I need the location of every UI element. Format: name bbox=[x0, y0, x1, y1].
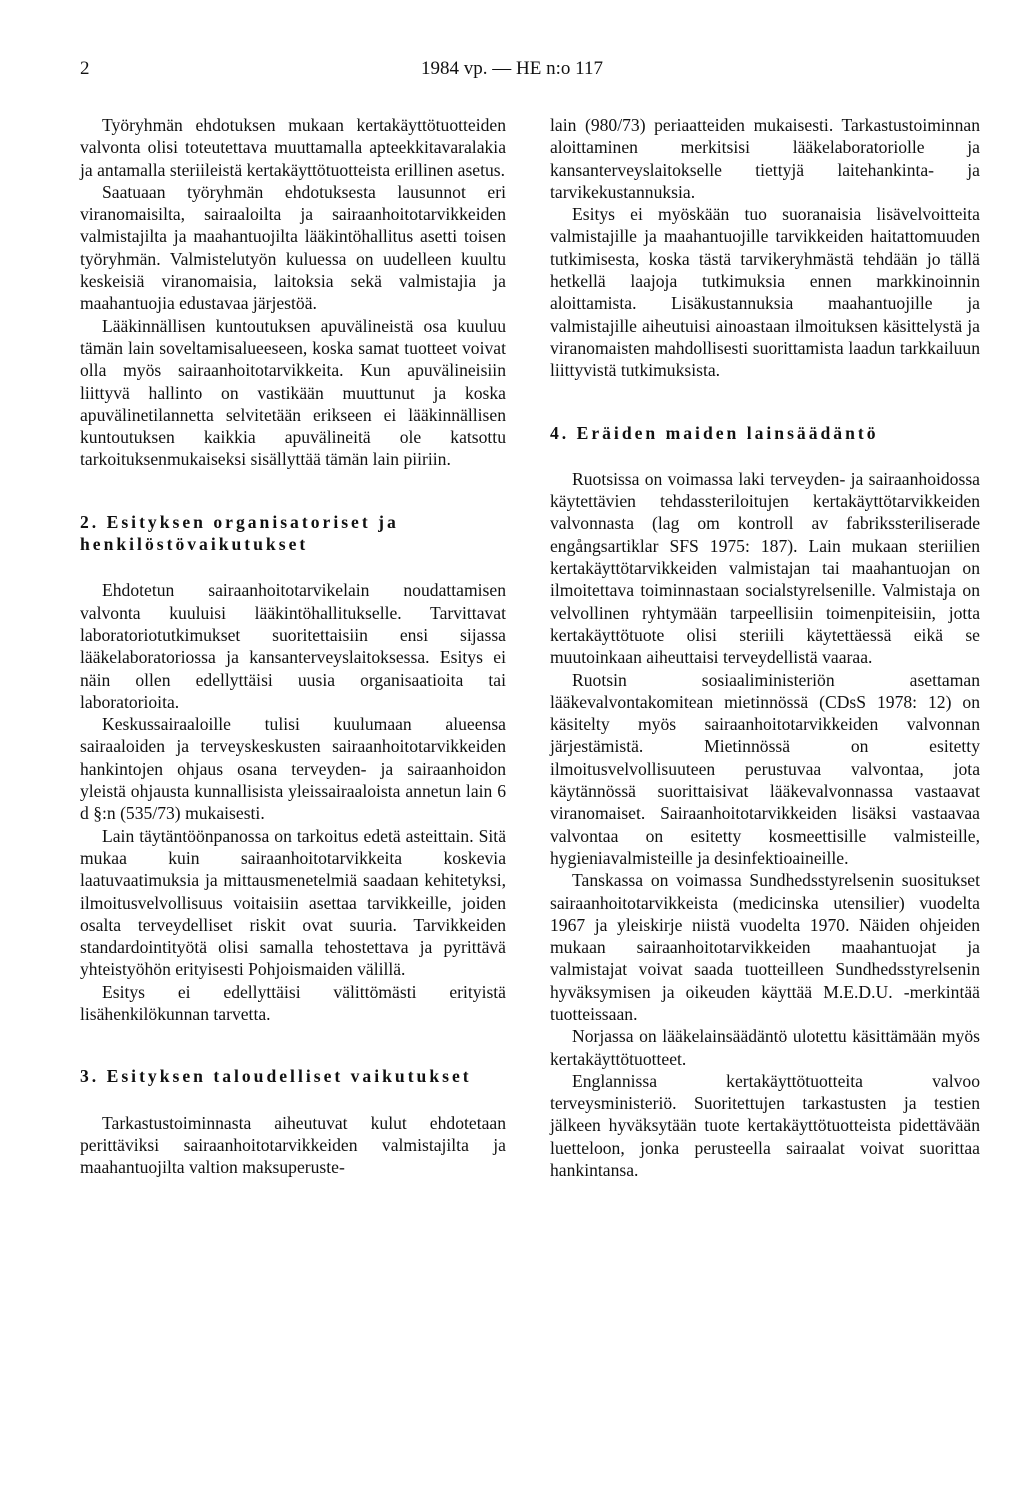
running-header: 1984 vp. — HE n:o 117 bbox=[421, 58, 603, 79]
paragraph: Lain täytäntöönpanossa on tarkoitus edetä asteittain. Sitä mukaa kuin sairaanhoitotarvikkeita koskevia laatuvaatimuksia ja mittausmenetelmiä saadaan kehitetyksi, ilmoitusvelvollisuus voitaisiin asettaa tarvikkeille, joiden osalta terveydelliset riskit ovat suuria. Tarvikkeiden standardointityötä olisi samalla tehostettava ja pyrittävä yhteistyöhön erityisesti Pohjoismaiden välillä. bbox=[80, 825, 506, 980]
paragraph: Keskussairaaloille tulisi kuulumaan alueensa sairaaloiden ja terveyskeskusten sairaanhoitotarvikkeiden hankintojen ohjaus osana terveyden- ja sairaanhoidon yleistä ohjausta kunnallisista yleissairaaloista annetun lain 6 d §:n (535/73) mukaisesti. bbox=[80, 714, 506, 824]
paragraph: Ehdotetun sairaanhoitotarvikelain noudattamisen valvonta kuuluisi lääkintöhallitukselle. Tarvittavat laboratoriotutkimukset suoritettaisiin ensi sijassa lääkelaboratoriossa ja kansanterveyslaitoksessa. Esitys ei näin ollen edellyttäisi uusia organisaatioita tai laboratorioita. bbox=[80, 580, 506, 712]
paragraph: Lääkinnällisen kuntoutuksen apuvälineistä osa kuuluu tämän lain soveltamisalueeseen, koska samat tuotteet voivat olla myös sairaanhoitotarvikkeita. Kun apuvälineisiin liittyvä hallinto on vastikään muuttunut ja koska apuvälinetilannetta selvitetään erikseen ei lääkinnällisen kuntoutuksen kaikkia apuvälineitä ole katsottu tarkoituksenmukaiseksi sisällyttää tämän lain piiriin. bbox=[80, 315, 506, 470]
page-number: 2 bbox=[80, 58, 90, 79]
paragraph: Tarkastustoiminnasta aiheutuvat kulut ehdotetaan perittäviksi sairaanhoitotarvikkeiden valmistajilta ja maahantuojilta valtion maksuperuste- bbox=[80, 1112, 506, 1178]
section-3-heading: 3. Esityksen taloudelliset vaikutukset bbox=[80, 1066, 472, 1087]
section-4-heading: 4. Eräiden maiden lainsäädäntö bbox=[550, 422, 879, 443]
paragraph: Ruotsissa on voimassa laki terveyden- ja sairaanhoidossa käytettävien tehdassteriloitujen kertakäyttötarvikkeiden valvonnasta (lag om kontroll av fabrikssteriliserade engångsartiklar SFS 1975: 187). Lain mukaan steriilien kertakäyttötarvikkeiden valmistajan tai maahantuojan on ilmoitettava toiminnastaan socialstyrelsenille. Valmistaja on velvollinen ryhtymään tarpeellisiin toimenpiteisiin, jotta kertakäyttötuote olisi steriili käytettäessä eikä se muutoinkaan aiheuttaisi terveydellistä vaaraa. bbox=[550, 468, 980, 668]
section-2-heading: 2. Esityksen organisatoriset ja henkilöstövaikutukset bbox=[80, 511, 399, 555]
paragraph: Englannissa kertakäyttötuotteita valvoo terveysministeriö. Suoritettujen tarkastusten ja testien jälkeen hyväksytään tuote kertakäyttötuotteista pidettävään luetteloon, jonka perusteella sairaalat voivat suorittaa hankintansa. bbox=[550, 1070, 980, 1181]
paragraph: Norjassa on lääkelainsäädäntö ulotettu käsittämään myös kertakäyttötuotteet. bbox=[550, 1026, 980, 1069]
paragraph: Esitys ei myöskään tuo suoranaisia lisävelvoitteita valmistajille ja maahantuojille tarvikkeiden haitattomuuden tutkimisesta, koska tästä tarvikeryhmästä tehdään jo tällä hetkellä laajoja tutkimuksia ennen markkinoinnin aloittamista. Lisäkustannuksia maahantuojille ja valmistajille aiheutuisi ainoastaan ilmoituksen käsittelystä ja viranomaisten mahdollisesti suorittamista laadun tarkkailuun liittyvistä tutkimuksista. bbox=[550, 204, 980, 381]
continued-paragraph: lain (980/73) periaatteiden mukaisesti. Tarkastustoiminnan aloittaminen merkitsisi lääkelaboratoriolle ja kansanterveyslaitokselle tiettyjä laitehankinta- ja tarvikekustannuksia. bbox=[550, 115, 980, 202]
paragraph: Esitys ei edellyttäisi välittömästi erityistä lisähenkilökunnan tarvetta. bbox=[80, 981, 506, 1024]
left-column bbox=[80, 114, 506, 1178]
paragraph: Saatuaan työryhmän ehdotuksesta lausunnot eri viranomaisilta, sairaaloilta ja sairaanhoitotarvikkeiden valmistajilta ja maahantuojilta lääkintöhallitus asetti toisen työryhmän. Valmistelutyön kuluessa on uudelleen kuultu keskeisiä viranomaisia, laitoksia sekä valmistajia ja maahantuojia edustavaa järjestöä. bbox=[80, 181, 506, 314]
paragraph: Työryhmän ehdotuksen mukaan kertakäyttötuotteiden valvonta olisi toteutettava muuttamalla apteekkitavaralakia ja antamalla steriileistä kertakäyttötuotteista erillinen asetus. bbox=[80, 115, 506, 180]
right-column bbox=[550, 114, 980, 1181]
paragraph: Tanskassa on voimassa Sundhedsstyrelsenin suositukset sairaanhoitotarvikkeista (medicinska utensilier) vuodelta 1967 ja yleiskirje niistä vuodelta 1970. Näiden ohjeiden mukaan sairaanhoitotarvikkeiden maahantuojat ja valmistajat voivat saada tuotteilleen Sundhedsstyrelsenin hyväksymisen ja oikeuden käyttää M.E.D.U. -merkintää tuotteissaan. bbox=[550, 870, 980, 1024]
paragraph: Ruotsin sosiaaliministeriön asettaman lääkevalvontakomitean mietinnössä (CDsS 1978: 12) on käsitelty myös sairaanhoitotarvikkeiden valvonnan järjestämistä. Mietinnössä on esitetty ilmoitusvelvollisuuteen perustuvaa valvontaa, jota käytännössä suorittaisivat lääkevalvonnassa vastaavat viranomaiset. Sairaanhoitotarvikkeiden lisäksi vastaavaa valvontaa on esitetty kosmeettisille valmisteille, hygieniavalmisteille ja desinfektioaineille. bbox=[550, 669, 980, 868]
